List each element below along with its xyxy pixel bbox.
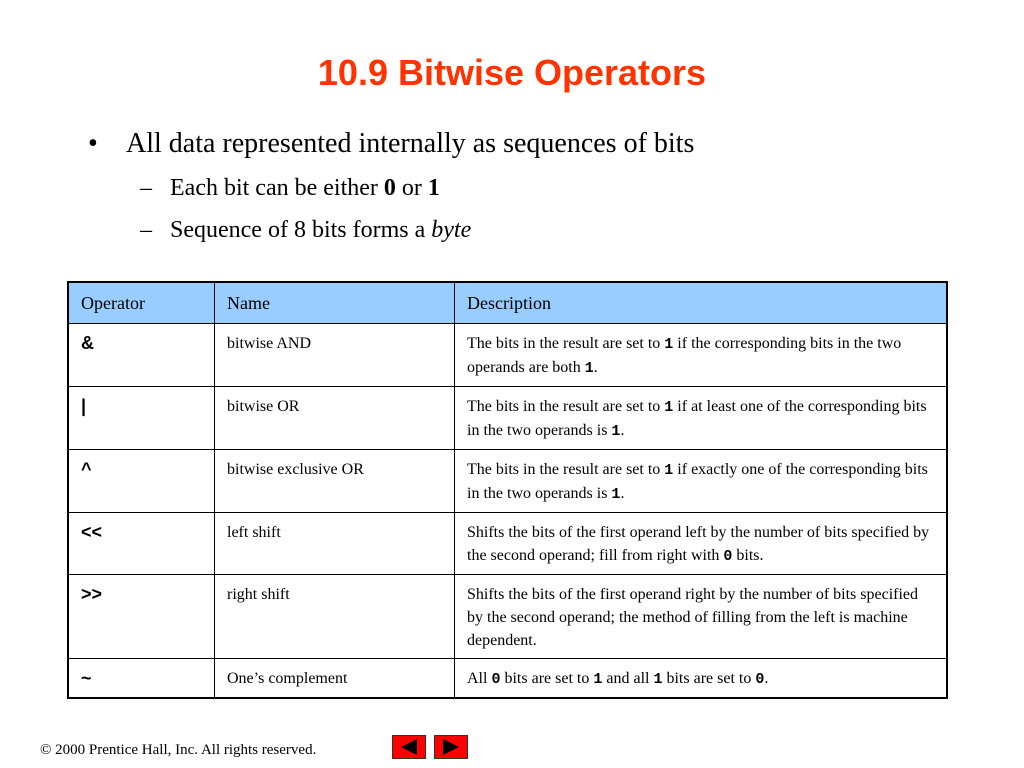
table-header-row <box>68 282 947 324</box>
text-part: . <box>764 670 769 687</box>
operator-cell: >> <box>68 575 215 659</box>
bit-zero: 0 <box>383 175 396 201</box>
text-part: bits are set to <box>500 670 594 687</box>
dash-marker: – <box>140 175 152 201</box>
text-part: The bits in the result are set to <box>467 398 665 415</box>
code-value: 1 <box>664 399 674 416</box>
code-value: 0 <box>755 671 765 688</box>
text-part: bits are set to <box>662 670 756 687</box>
text-part: . <box>620 485 625 502</box>
operator-cell: | <box>68 387 215 450</box>
description-cell <box>455 324 948 387</box>
text-part: All <box>467 670 492 687</box>
bullet-sub-2-text <box>170 217 471 244</box>
previous-slide-button[interactable] <box>392 735 426 759</box>
name-cell: bitwise exclusive OR <box>215 450 455 513</box>
operator-cell: << <box>68 513 215 575</box>
slide-title: 10.9 Bitwise Operators <box>317 52 707 93</box>
table-row <box>68 450 947 513</box>
code-value: 1 <box>664 336 674 353</box>
text-part: bits. <box>732 547 764 564</box>
text-part: if at least one of the corresponding bits in the two operands is <box>467 398 927 439</box>
table-row <box>68 575 947 659</box>
text-part: Shifts the bits of the first operand right by the number of bits specified by the second operand; the method of filling from the left is machine dependent. <box>467 586 919 649</box>
text-part: Shifts the bits of the first operand left by the number of bits specified by the second operand; fill from right with <box>467 524 930 564</box>
text-part: Each bit can be either <box>170 175 384 201</box>
description-cell <box>455 659 948 699</box>
operator-cell: & <box>68 324 215 387</box>
bullet-sub-1-text <box>170 175 440 202</box>
code-value: 1 <box>611 486 621 503</box>
triangle-left-icon <box>393 736 425 758</box>
header-description: Description <box>455 282 948 324</box>
name-cell: right shift <box>215 575 455 659</box>
code-value: 1 <box>664 462 674 479</box>
term-byte: byte <box>431 217 472 243</box>
text-part: The bits in the result are set to <box>467 335 665 352</box>
name-cell: One’s complement <box>215 659 455 699</box>
code-value: 1 <box>584 360 594 377</box>
code-value: 0 <box>723 548 733 565</box>
text-part: if the corresponding bits in the two operands are both <box>467 335 902 376</box>
table-row <box>68 324 947 387</box>
code-value: 1 <box>611 423 621 440</box>
text-part: . <box>620 422 625 439</box>
description-cell <box>455 387 948 450</box>
dash-marker: – <box>140 217 152 243</box>
description-cell <box>455 575 948 659</box>
table-row <box>68 513 947 575</box>
text-part: and all <box>602 670 654 687</box>
name-cell: left shift <box>215 513 455 575</box>
operator-cell: ^ <box>68 450 215 513</box>
description-cell <box>455 513 948 575</box>
text-part: Sequence of 8 bits forms a <box>170 217 432 243</box>
triangle-right-icon <box>435 736 467 758</box>
operators-table <box>67 281 948 699</box>
header-operator: Operator <box>68 282 215 324</box>
text-part: . <box>593 359 598 376</box>
text-part: or <box>395 175 428 201</box>
operator-cell: ~ <box>68 659 215 699</box>
code-value: 1 <box>653 671 663 688</box>
next-slide-button[interactable] <box>434 735 468 759</box>
text-part: The bits in the result are set to <box>467 461 665 478</box>
table-row <box>68 387 947 450</box>
header-name: Name <box>215 282 455 324</box>
code-value: 1 <box>593 671 603 688</box>
description-cell <box>455 450 948 513</box>
name-cell: bitwise OR <box>215 387 455 450</box>
code-value: 0 <box>491 671 501 688</box>
name-cell: bitwise AND <box>215 324 455 387</box>
bullet-marker: • <box>88 128 98 159</box>
table-row <box>68 659 947 699</box>
bit-one: 1 <box>427 175 440 201</box>
copyright-footer: © 2000 Prentice Hall, Inc. All rights reserved. <box>40 742 317 758</box>
bullet-main-text: All data represented internally as sequences of bits <box>126 128 695 159</box>
text-part: if exactly one of the corresponding bits in the two operands is <box>467 461 928 502</box>
